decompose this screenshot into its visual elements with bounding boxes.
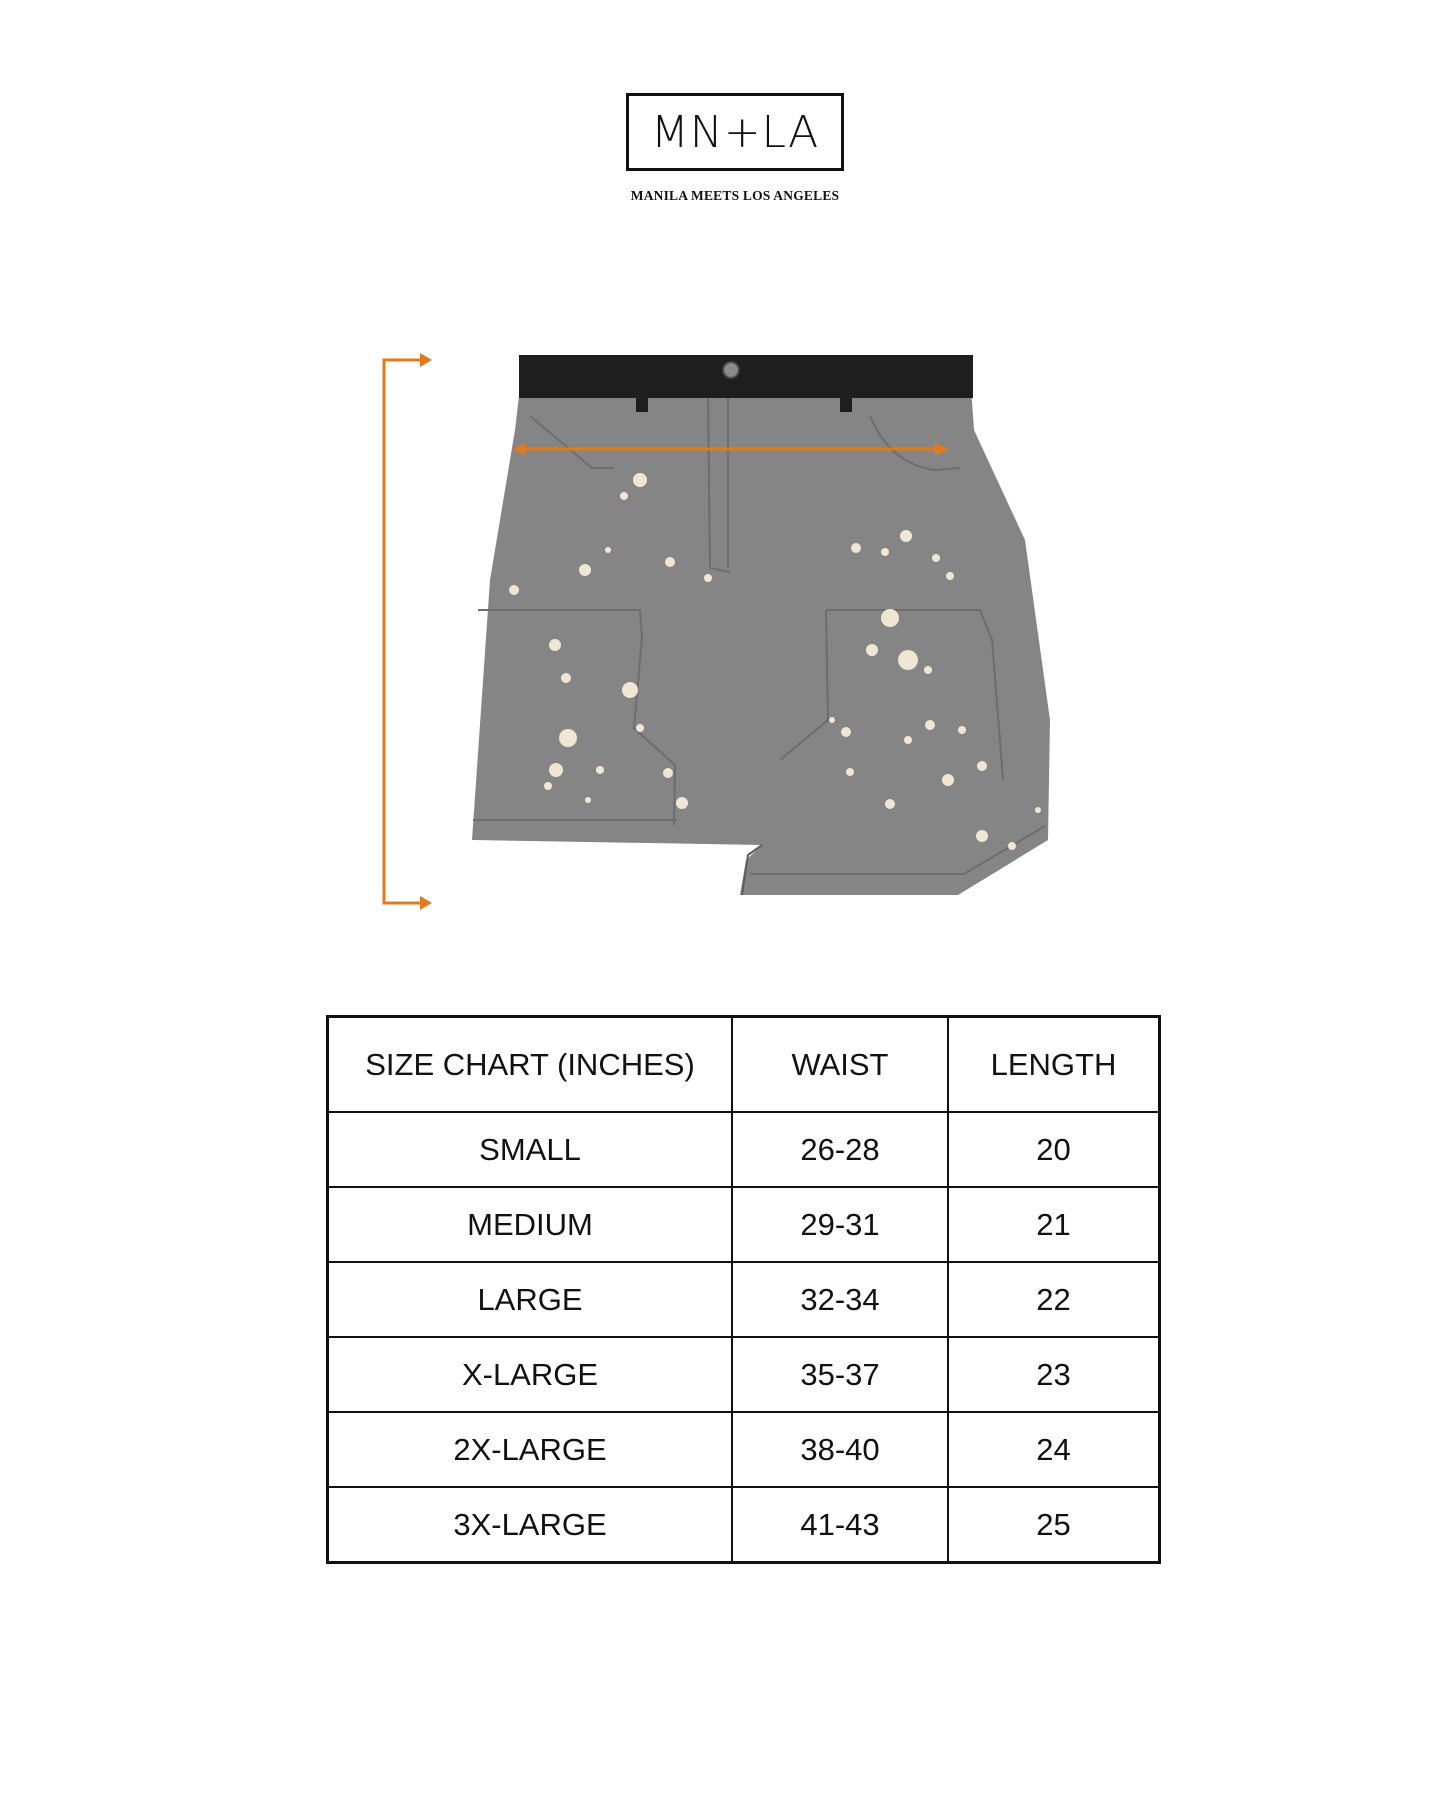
size-chart-table xyxy=(326,1015,1161,1564)
waist-cell: 26-28 xyxy=(732,1112,948,1187)
size-cell: MEDIUM xyxy=(328,1187,733,1262)
brand-tagline: MANILA MEETS LOS ANGELES xyxy=(630,188,840,203)
size-cell: LARGE xyxy=(328,1262,733,1337)
table-row xyxy=(328,1262,1160,1337)
table-row xyxy=(328,1112,1160,1187)
header-size-chart: SIZE CHART (INCHES) xyxy=(328,1017,733,1113)
length-cell: 25 xyxy=(948,1487,1160,1563)
size-chart-header-row xyxy=(328,1017,1160,1113)
length-arrowhead-top xyxy=(420,353,432,367)
table-row xyxy=(328,1487,1160,1563)
length-arrowhead-bottom xyxy=(420,896,432,910)
waist-cell: 35-37 xyxy=(732,1337,948,1412)
waist-cell: 38-40 xyxy=(732,1412,948,1487)
waist-cell: 32-34 xyxy=(732,1262,948,1337)
table-row xyxy=(328,1187,1160,1262)
length-cell: 22 xyxy=(948,1262,1160,1337)
table-row xyxy=(328,1337,1160,1412)
length-cell: 24 xyxy=(948,1412,1160,1487)
logo-text: MN+LA xyxy=(650,106,820,158)
shorts-measurement-illustration xyxy=(370,340,1070,920)
size-cell: SMALL xyxy=(328,1112,733,1187)
header-waist: WAIST xyxy=(732,1017,948,1113)
shorts-image xyxy=(472,355,1050,895)
brand-logo xyxy=(626,93,844,171)
length-measurement-arrow xyxy=(384,360,428,903)
size-cell: 2X-LARGE xyxy=(328,1412,733,1487)
size-cell: 3X-LARGE xyxy=(328,1487,733,1563)
size-cell: X-LARGE xyxy=(328,1337,733,1412)
header-length: LENGTH xyxy=(948,1017,1160,1113)
length-cell: 21 xyxy=(948,1187,1160,1262)
table-row xyxy=(328,1412,1160,1487)
length-cell: 23 xyxy=(948,1337,1160,1412)
waist-cell: 29-31 xyxy=(732,1187,948,1262)
waist-cell: 41-43 xyxy=(732,1487,948,1563)
length-cell: 20 xyxy=(948,1112,1160,1187)
